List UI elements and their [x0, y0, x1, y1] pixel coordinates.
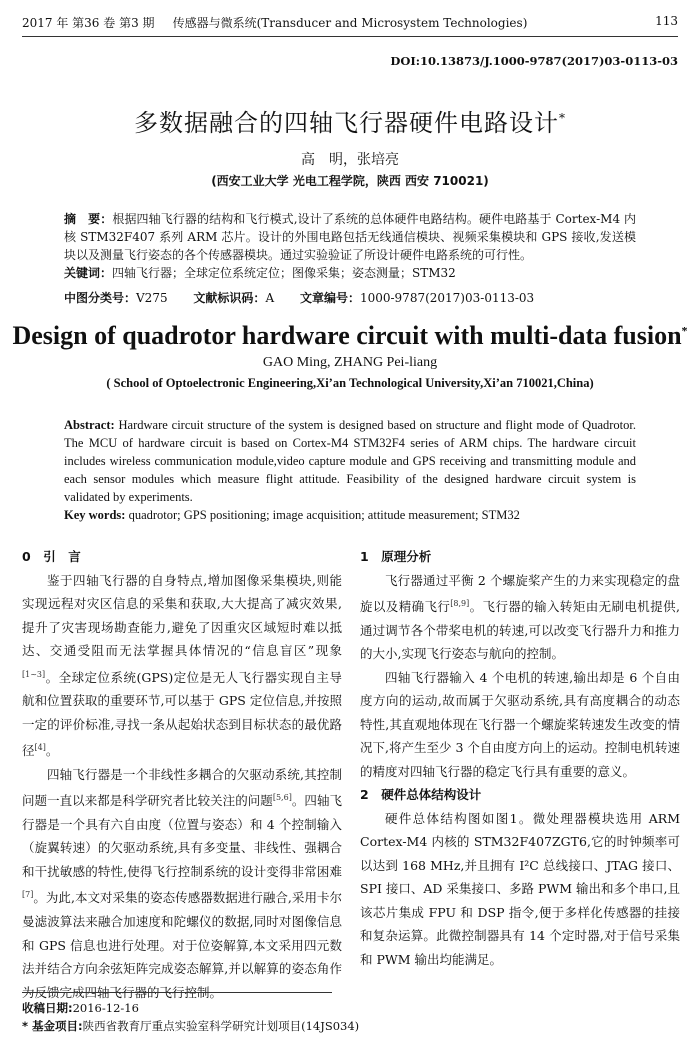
doi: DOI:10.13873/J.1000-9787(2017)03-0113-03: [390, 54, 678, 68]
paragraph-4: 四轴飞行器输入 4 个电机的转速,输出却是 6 个自由度方向的运动,故而属于欠驱动系统,具有高度耦合的动态特性,其直观地体现在飞行器一个螺旋桨转速发生改变的情况下,将产生至少 3 个自由度方向上的运动。控制电机转速的精度对四轴飞行器的稳定飞行具有重要的意义。: [360, 669, 680, 779]
en-title-text: Design of quadrotor hardware circuit with multi-data fusion: [12, 321, 682, 350]
header-rule: [22, 36, 678, 37]
doc-code: 文献标识码：A: [193, 291, 275, 305]
footnote-rule: [22, 992, 332, 993]
cn-keywords: [64, 264, 636, 282]
cn-authors: 高 明，张培亮: [301, 152, 399, 168]
article-number: 文章编号：1000-9787(2017)03-0113-03: [299, 291, 535, 305]
paragraph-2: 四轴飞行器是一个非线性多耦合的欠驱动系统,其控制问题一直以来都是科学研究者比较关注的问题[5,6]。四轴飞行器是一个具有六自由度（位置与姿态）和 4 个控制输入（旋翼转速）的欠驱动系统,具有多变量、非线性、强耦合和干扰敏感的特性,使得飞行控制系统的设计变得非常困难[7]。为此,本文对采集的姿态传感器数据进行融合,采用卡尔曼滤波算法来融合加速度和陀螺仪的数据,同时对图像信息和 GPS 信息也进行处理。对于位姿解算,本文采用四元数法并结合方向余弦矩阵完成姿态解算,并以解算的姿态角作为反馈完成四轴飞行器的飞行控制。: [22, 766, 342, 1000]
class-number: 中图分类号：V275: [64, 291, 168, 305]
cn-abstract-label: 摘 要：: [64, 212, 113, 226]
en-title-mark: *: [681, 323, 688, 338]
classification-row: [64, 289, 636, 306]
paragraph-3: 飞行器通过平衡 2 个螺旋桨产生的力来实现稳定的盘旋以及精确飞行[8,9]。飞行器的输入转矩由无刷电机提供,通过调节各个带桨电机的转速,可以改变飞行器升力和推力的大小,实现飞行姿态与航向的控制。: [360, 572, 680, 662]
en-abstract-label: Abstract:: [64, 418, 115, 432]
en-authors: GAO Ming, ZHANG Pei-liang: [262, 355, 438, 370]
en-abstract-text: Hardware circuit structure of the system is designed based on structure and flight mode of Quadrotor. The MCU of hardware circuit is based on Cortex-M4 STM32F4 series of ARM chips. The hardware circuit includes wireless communication module,video capture module and GPS receiving and transmitting module and each sensor modules which measure flight attitude. Feasibility of the designed hardware circuit system is validated by experiments.: [64, 418, 636, 504]
en-keywords: [64, 506, 636, 524]
cn-abstract: [64, 210, 636, 264]
journal-issue: 2017 年 第36 卷 第3 期: [22, 16, 155, 30]
journal-name: 传感器与微系统(Transducer and Microsystem Technologies): [172, 16, 528, 30]
cn-affiliation: (西安工业大学 光电工程学院，陕西 西安 710021): [211, 174, 489, 188]
en-abstract-block: [64, 416, 636, 524]
section-0-title: 0 引 言: [22, 549, 81, 564]
cn-title-mark: *: [559, 111, 566, 125]
cn-title-text: 多数据融合的四轴飞行器硬件电路设计: [134, 109, 559, 137]
en-keywords-label: Key words:: [64, 508, 126, 522]
paragraph-1: 鉴于四轴飞行器的自身特点,增加图像采集模块,则能实现远程对灾区信息的采集和获取,大大提高了减灾效果,提升了灾害现场勘查能力,避免了因重灾区域短时难以抵达、交通受阻而无法掌握具体情况的“信息盲区”现象[1~3]。全球定位系统(GPS)定位是无人飞行器实现自主导航和位置获取的重要环节,可以基于 GPS 定位信息,并按照一定的评价标准,寻找一条从起始状态到目标状态的最优路径[4]。: [22, 572, 342, 759]
left-column: [22, 545, 342, 1004]
cn-abstract-text: 根据四轴飞行器的结构和飞行模式,设计了系统的总体硬件电路结构。硬件电路基于 Cortex-M4 内核 STM32F407 系列 ARM 芯片。设计的外围电路包括无线通信模块、视频采集模块和 GPS 接收,发送模块以及测量飞行姿态的各个传感器模块。通过实验验证了所设计硬件电路系统的可行性。: [64, 212, 636, 262]
cn-title: [0, 103, 700, 138]
en-keywords-text: quadrotor; GPS positioning; image acquisition; attitude measurement; STM32: [128, 508, 520, 522]
cn-keywords-text: 四轴飞行器；全球定位系统定位；图像采集；姿态测量；STM32: [112, 266, 456, 280]
page-number: 113: [655, 14, 678, 28]
right-column: [360, 545, 680, 971]
en-title: [0, 321, 700, 351]
en-abstract: [64, 416, 636, 506]
section-1-title: 1 原理分析: [360, 549, 432, 564]
cn-abstract-block: [64, 210, 636, 282]
fund-note: * 基金项目:陕西省教育厅重点实验室科学研究计划项目(14JS034): [22, 1019, 360, 1033]
received-date: 收稿日期:2016-12-16: [22, 1001, 139, 1015]
section-2-title: 2 硬件总体结构设计: [360, 787, 482, 803]
en-affiliation: ( School of Optoelectronic Engineering,Xi’an Technological University,Xi’an 710021,China): [106, 376, 594, 390]
paragraph-5: 硬件总体结构图如图1。微处理器模块选用 ARM Cortex-M4 内核的 STM32F407ZGT6,它的时钟频率可以达到 168 MHz,并且拥有 I²C 总线接口、JTAG 接口、SPI 接口、AD 采集接口、多路 PWM 输出和多个串口,且该芯片集成 FPU 和 DSP 指令,便于多样化传感器的挂接和复杂运算。此微控制器具有 14 个定时器,对于信号采集和 PWM 输出均能满足。: [360, 810, 680, 967]
cn-keywords-label: 关键词：: [64, 266, 113, 280]
